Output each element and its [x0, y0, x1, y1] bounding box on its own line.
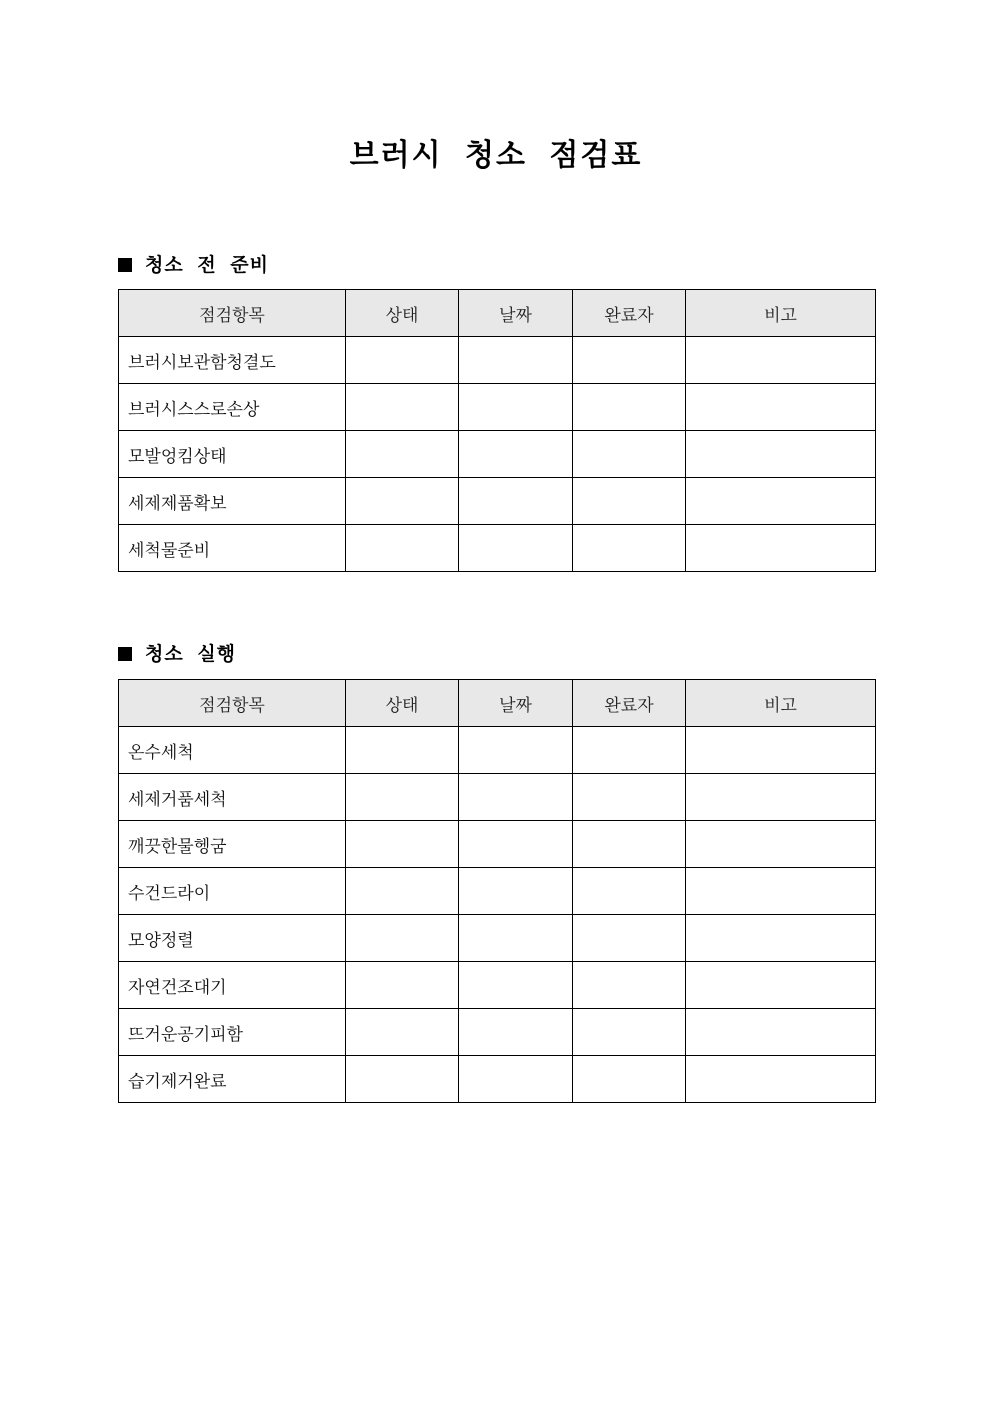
status-cell[interactable]: [346, 821, 459, 868]
status-cell[interactable]: [346, 337, 459, 384]
document-title: 브러시 청소 점검표: [349, 138, 643, 173]
date-cell[interactable]: [459, 384, 573, 431]
section-heading-label: 청소 전 준비: [145, 254, 269, 276]
note-cell[interactable]: [686, 962, 876, 1009]
note-cell[interactable]: [686, 915, 876, 962]
black-square-icon: [118, 647, 132, 661]
prep-checklist-table: [118, 289, 876, 572]
column-header-item: 점검항목: [119, 290, 346, 337]
item-cell: 모발엉킴상태: [119, 431, 346, 478]
column-header-completed-by: 완료자: [573, 680, 686, 727]
status-cell[interactable]: [346, 1009, 459, 1056]
note-cell[interactable]: [686, 384, 876, 431]
column-header-item: 점검항목: [119, 680, 346, 727]
item-cell: 브러시보관함청결도: [119, 337, 346, 384]
item-cell: 습기제거완료: [119, 1056, 346, 1103]
note-cell[interactable]: [686, 774, 876, 821]
black-square-icon: [118, 258, 132, 272]
column-header-date: 날짜: [459, 290, 573, 337]
status-cell[interactable]: [346, 384, 459, 431]
execution-checklist-table: [118, 679, 876, 1103]
status-cell[interactable]: [346, 962, 459, 1009]
date-cell[interactable]: [459, 525, 573, 572]
table-row: [119, 478, 876, 525]
completed-by-cell[interactable]: [573, 727, 686, 774]
date-cell[interactable]: [459, 868, 573, 915]
table-row: [119, 821, 876, 868]
item-cell: 온수세척: [119, 727, 346, 774]
table-header-row: [119, 680, 876, 727]
date-cell[interactable]: [459, 962, 573, 1009]
table-row: [119, 727, 876, 774]
column-header-note: 비고: [686, 290, 876, 337]
note-cell[interactable]: [686, 337, 876, 384]
column-header-note: 비고: [686, 680, 876, 727]
table-row: [119, 868, 876, 915]
item-cell: 깨끗한물헹굼: [119, 821, 346, 868]
note-cell[interactable]: [686, 478, 876, 525]
item-cell: 모양정렬: [119, 915, 346, 962]
completed-by-cell[interactable]: [573, 384, 686, 431]
table-row: [119, 1056, 876, 1103]
column-header-date: 날짜: [459, 680, 573, 727]
completed-by-cell[interactable]: [573, 478, 686, 525]
status-cell[interactable]: [346, 915, 459, 962]
date-cell[interactable]: [459, 478, 573, 525]
section-heading-label: 청소 실행: [145, 643, 237, 665]
note-cell[interactable]: [686, 1009, 876, 1056]
completed-by-cell[interactable]: [573, 337, 686, 384]
completed-by-cell[interactable]: [573, 915, 686, 962]
note-cell[interactable]: [686, 1056, 876, 1103]
table-row: [119, 431, 876, 478]
table-row: [119, 384, 876, 431]
completed-by-cell[interactable]: [573, 774, 686, 821]
note-cell[interactable]: [686, 431, 876, 478]
completed-by-cell[interactable]: [573, 1009, 686, 1056]
date-cell[interactable]: [459, 727, 573, 774]
status-cell[interactable]: [346, 431, 459, 478]
table-row: [119, 525, 876, 572]
column-header-status: 상태: [346, 680, 459, 727]
item-cell: 브러시스스로손상: [119, 384, 346, 431]
date-cell[interactable]: [459, 431, 573, 478]
column-header-completed-by: 완료자: [573, 290, 686, 337]
completed-by-cell[interactable]: [573, 962, 686, 1009]
table-row: [119, 1009, 876, 1056]
item-cell: 세제거품세척: [119, 774, 346, 821]
date-cell[interactable]: [459, 915, 573, 962]
item-cell: 세척물준비: [119, 525, 346, 572]
completed-by-cell[interactable]: [573, 821, 686, 868]
date-cell[interactable]: [459, 774, 573, 821]
status-cell[interactable]: [346, 525, 459, 572]
section-heading-prep: [118, 253, 269, 277]
status-cell[interactable]: [346, 1056, 459, 1103]
date-cell[interactable]: [459, 821, 573, 868]
item-cell: 세제제품확보: [119, 478, 346, 525]
table-row: [119, 915, 876, 962]
table-header-row: [119, 290, 876, 337]
item-cell: 자연건조대기: [119, 962, 346, 1009]
table-row: [119, 962, 876, 1009]
item-cell: 수건드라이: [119, 868, 346, 915]
date-cell[interactable]: [459, 1009, 573, 1056]
table-row: [119, 774, 876, 821]
status-cell[interactable]: [346, 478, 459, 525]
completed-by-cell[interactable]: [573, 525, 686, 572]
note-cell[interactable]: [686, 821, 876, 868]
item-cell: 뜨거운공기피함: [119, 1009, 346, 1056]
column-header-status: 상태: [346, 290, 459, 337]
table-row: [119, 337, 876, 384]
note-cell[interactable]: [686, 868, 876, 915]
status-cell[interactable]: [346, 774, 459, 821]
date-cell[interactable]: [459, 1056, 573, 1103]
completed-by-cell[interactable]: [573, 431, 686, 478]
note-cell[interactable]: [686, 525, 876, 572]
date-cell[interactable]: [459, 337, 573, 384]
status-cell[interactable]: [346, 727, 459, 774]
status-cell[interactable]: [346, 868, 459, 915]
section-heading-execution: [118, 642, 236, 666]
completed-by-cell[interactable]: [573, 1056, 686, 1103]
completed-by-cell[interactable]: [573, 868, 686, 915]
note-cell[interactable]: [686, 727, 876, 774]
